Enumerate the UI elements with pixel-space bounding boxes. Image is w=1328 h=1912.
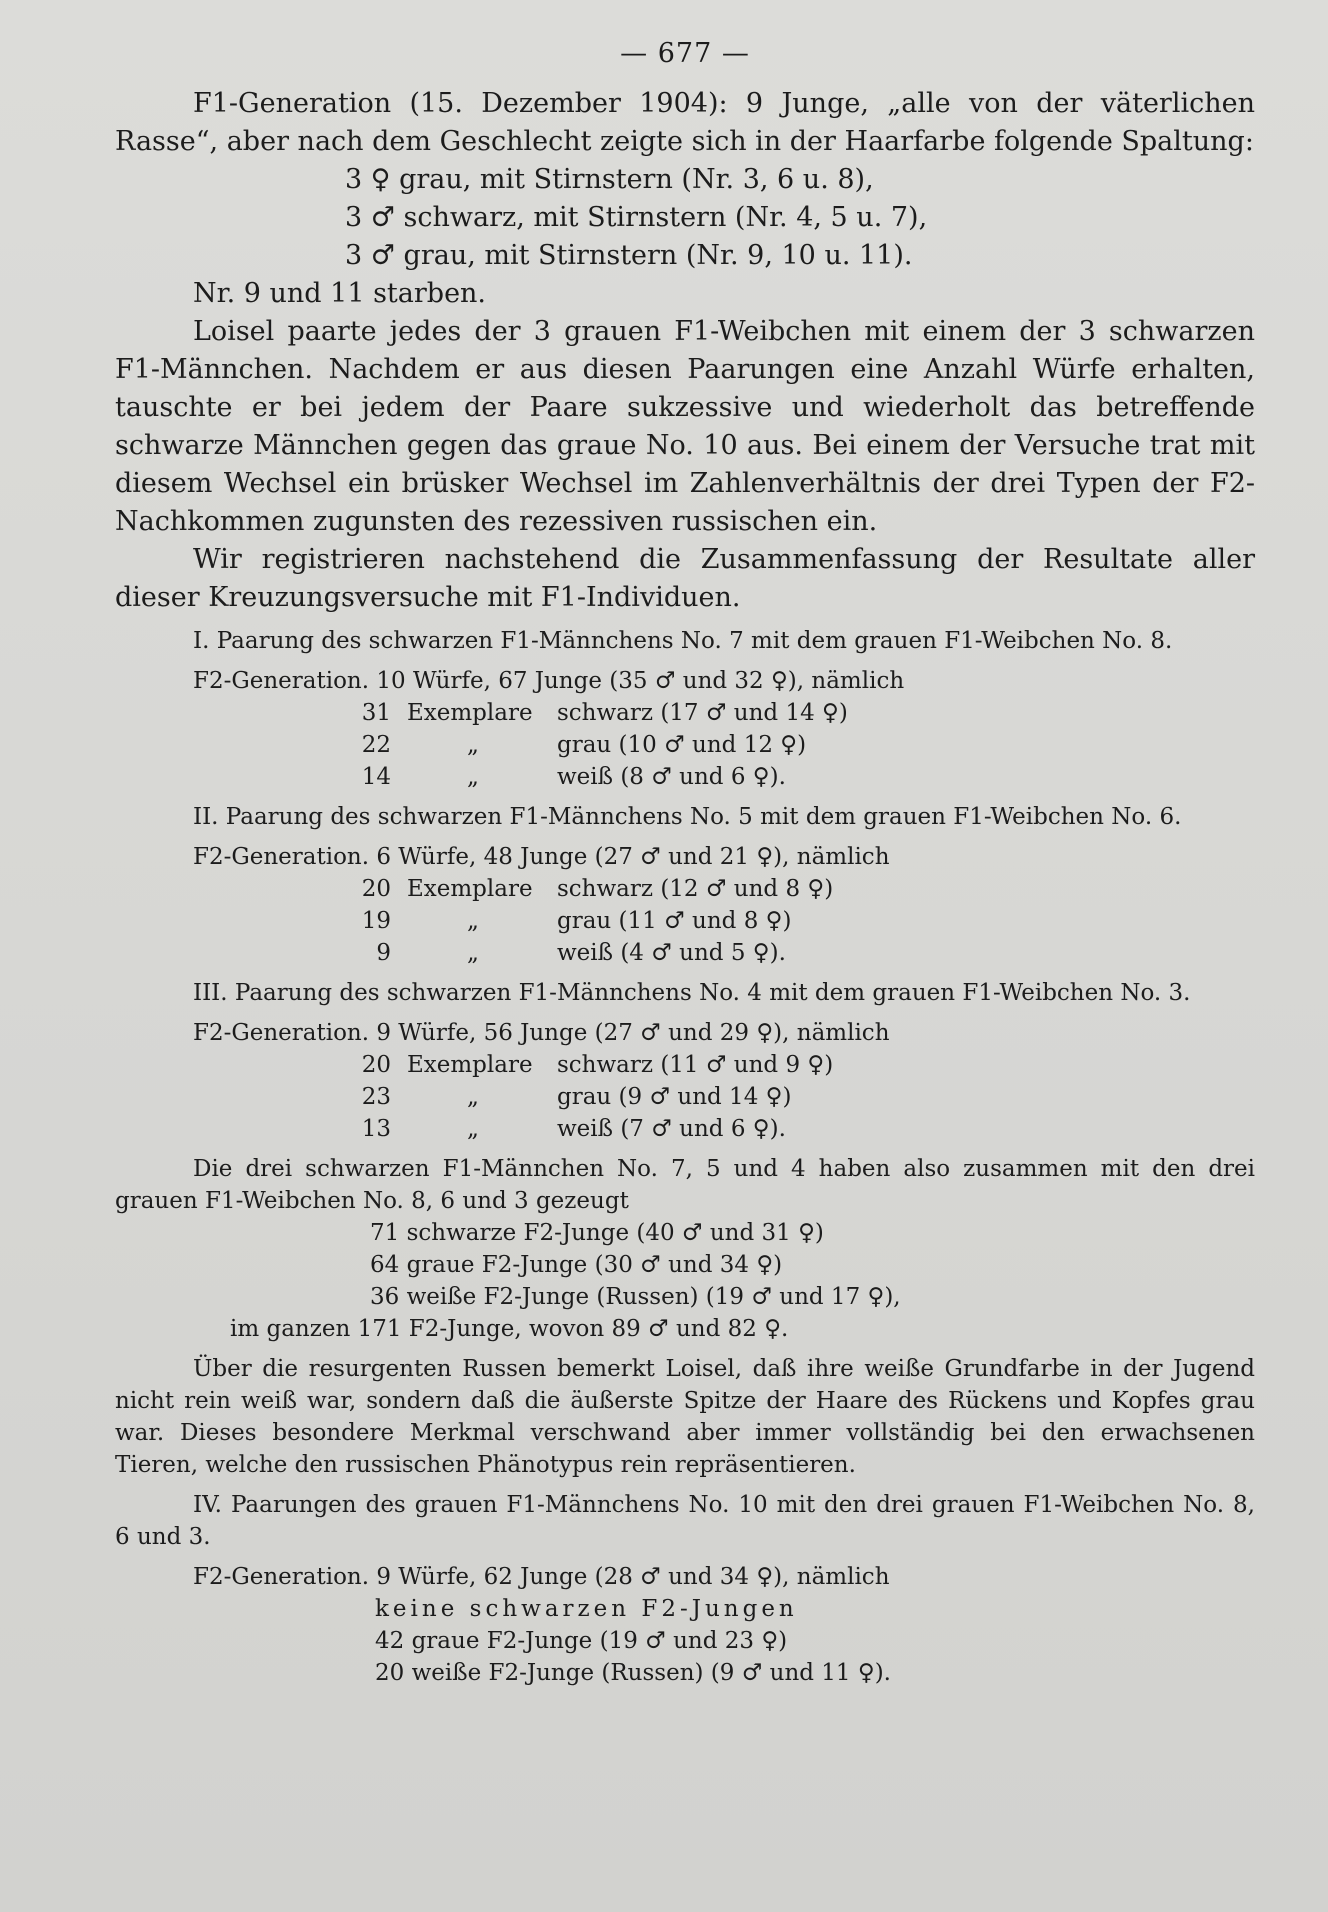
- experiment-header: II. Paarung des schwarzen F1-Männchens No. 5 mit dem grauen F1-Weibchen No. 6.: [193, 804, 1182, 830]
- ditto-mark: „: [467, 908, 479, 934]
- summary-total: im ganzen 171 F2-Junge, wovon 89 ♂ und 82 ♀.: [230, 1316, 789, 1342]
- result-row: [345, 905, 1255, 937]
- generation-line: F2-Generation. 9 Würfe, 62 Junge (28 ♂ und 34 ♀), nämlich: [193, 1564, 890, 1590]
- result-list: [345, 873, 1255, 969]
- count: 14: [361, 764, 391, 790]
- count: 20: [361, 876, 391, 902]
- count: 19: [361, 908, 391, 934]
- unit: Exemplare: [407, 876, 533, 902]
- result-row: [345, 697, 1255, 729]
- count: 23: [361, 1084, 391, 1110]
- f1-list-item: 3 ♂ schwarz, mit Stirnstern (Nr. 4, 5 u. 7),: [345, 202, 928, 233]
- result-row: [345, 1081, 1255, 1113]
- page-number: — 677 —: [620, 38, 750, 69]
- f1-list: [345, 161, 1255, 275]
- count: 13: [361, 1116, 391, 1142]
- experiment-4: [115, 1489, 1255, 1689]
- result-row: [345, 729, 1255, 761]
- result-row: keine schwarzen F2-Jungen: [375, 1596, 798, 1622]
- page-content: [115, 38, 1255, 1689]
- result-text: schwarz (17 ♂ und 14 ♀): [557, 700, 848, 726]
- result-list: [375, 1593, 1255, 1689]
- summary-row: 64 graue F2-Junge (30 ♂ und 34 ♀): [370, 1252, 783, 1278]
- result-row: 20 weiße F2-Junge (Russen) (9 ♂ und 11 ♀).: [375, 1660, 891, 1686]
- generation-line: F2-Generation. 9 Würfe, 56 Junge (27 ♂ und 29 ♀), nämlich: [193, 1020, 890, 1046]
- f1-list-item: 3 ♀ grau, mit Stirnstern (Nr. 3, 6 u. 8),: [345, 164, 874, 195]
- summary-row: 36 weiße F2-Junge (Russen) (19 ♂ und 17 ♀),: [370, 1284, 901, 1310]
- paragraph-russen: Über die resurgenten Russen bemerkt Loisel, daß ihre weiße Grundfarbe in der Jugend nicht rein weiß war, sondern daß die äußerste Spitze der Haare des Rückens und Kopfes grau war. Dieses besondere Merkmal verschwand aber immer vollständig bei den erwachsenen Tieren, welche den russischen Phänotypus rein repräsentieren.: [115, 1356, 1255, 1478]
- experiment-header: IV. Paarungen des grauen F1-Männchens No. 10 mit den drei grauen F1-Weibchen No. 8, 6 und 3.: [115, 1492, 1255, 1550]
- summary-row: 71 schwarze F2-Junge (40 ♂ und 31 ♀): [370, 1220, 824, 1246]
- generation-line: F2-Generation. 10 Würfe, 67 Junge (35 ♂ und 32 ♀), nämlich: [193, 668, 905, 694]
- result-text: weiß (8 ♂ und 6 ♀).: [557, 764, 786, 790]
- ditto-mark: „: [467, 764, 479, 790]
- experiment-header: I. Paarung des schwarzen F1-Männchens No. 7 mit dem grauen F1-Weibchen No. 8.: [193, 628, 1173, 654]
- ditto-mark: „: [467, 940, 479, 966]
- generation-line: F2-Generation. 6 Würfe, 48 Junge (27 ♂ und 21 ♀), nämlich: [193, 844, 890, 870]
- experiment-2: [115, 801, 1255, 969]
- result-text: schwarz (11 ♂ und 9 ♀): [557, 1052, 834, 1078]
- ditto-mark: „: [467, 1116, 479, 1142]
- unit: Exemplare: [407, 700, 533, 726]
- result-row: 42 graue F2-Junge (19 ♂ und 23 ♀): [375, 1628, 788, 1654]
- ditto-mark: „: [467, 1084, 479, 1110]
- result-list: [345, 697, 1255, 793]
- result-row: [345, 1049, 1255, 1081]
- died-note: Nr. 9 und 11 starben.: [193, 278, 487, 309]
- summary-list: [370, 1217, 1255, 1313]
- count: 31: [361, 700, 391, 726]
- count: 9: [376, 940, 391, 966]
- result-row: [345, 937, 1255, 969]
- result-list: [345, 1049, 1255, 1145]
- f1-list-item: 3 ♂ grau, mit Stirnstern (Nr. 9, 10 u. 11).: [345, 240, 913, 271]
- paragraph-loisel: Loisel paarte jedes der 3 grauen F1-Weibchen mit einem der 3 schwarzen F1-Männchen. Nachdem er aus diesen Paarungen eine Anzahl Würfe erhalten, tauschte er bei jedem der Paare sukzessive und wiederholt das betreffende schwarze Männchen gegen das graue No. 10 aus. Bei einem der Versuche trat mit diesem Wechsel ein brüsker Wechsel im Zahlenverhältnis der drei Typen der F2-Nachkommen zugunsten des rezessiven russischen ein.: [115, 316, 1255, 537]
- experiment-3: [115, 977, 1255, 1145]
- count: 20: [361, 1052, 391, 1078]
- paragraph-summary-intro: Wir registrieren nachstehend die Zusammenfassung der Resultate aller dieser Kreuzungsversuche mit F1-Individuen.: [115, 544, 1255, 613]
- unit: Exemplare: [407, 1052, 533, 1078]
- result-text: weiß (7 ♂ und 6 ♀).: [557, 1116, 786, 1142]
- result-row: [345, 873, 1255, 905]
- result-row: [345, 761, 1255, 793]
- result-row: [345, 1113, 1255, 1145]
- result-text: grau (9 ♂ und 14 ♀): [557, 1084, 792, 1110]
- experiment-1: [115, 625, 1255, 793]
- result-text: weiß (4 ♂ und 5 ♀).: [557, 940, 786, 966]
- paragraph-f1-generation: F1-Generation (15. Dezember 1904): 9 Junge, „alle von der väterlichen Rasse“, aber nach dem Geschlecht zeigte sich in der Haarfarbe folgende Spaltung:: [115, 88, 1255, 157]
- ditto-mark: „: [467, 732, 479, 758]
- count: 22: [361, 732, 391, 758]
- result-text: grau (11 ♂ und 8 ♀): [557, 908, 792, 934]
- result-text: schwarz (12 ♂ und 8 ♀): [557, 876, 834, 902]
- experiment-header: III. Paarung des schwarzen F1-Männchens No. 4 mit dem grauen F1-Weibchen No. 3.: [193, 980, 1191, 1006]
- summary-intro: Die drei schwarzen F1-Männchen No. 7, 5 und 4 haben also zusammen mit den drei grauen F1-Weibchen No. 8, 6 und 3 gezeugt: [115, 1156, 1255, 1214]
- summary-block: [115, 1153, 1255, 1345]
- result-text: grau (10 ♂ und 12 ♀): [557, 732, 807, 758]
